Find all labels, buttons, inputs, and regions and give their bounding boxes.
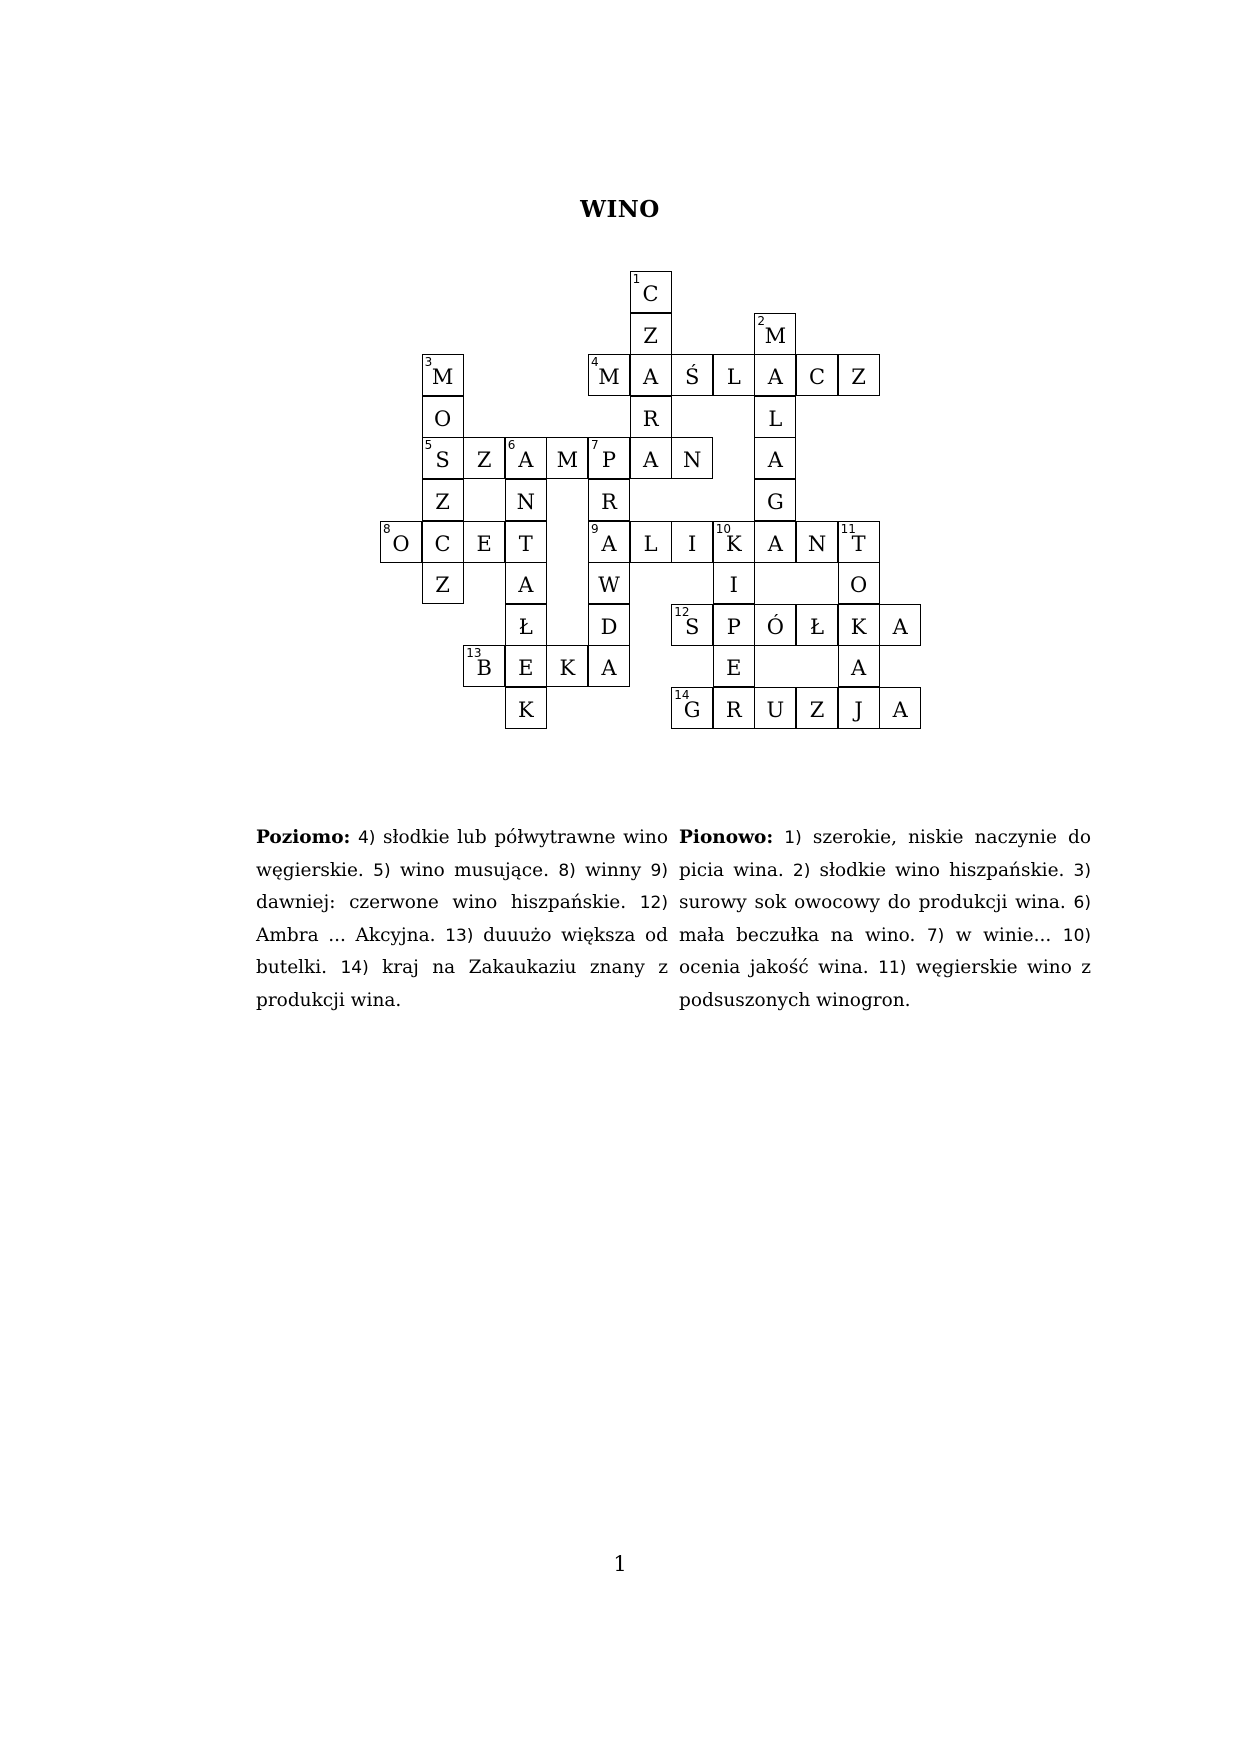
clue-text: kraj na Zakaukaziu znany z produkcji wina. xyxy=(256,957,668,1011)
crossword-cell xyxy=(754,687,796,729)
cell-letter: P xyxy=(601,448,617,473)
clue-number: 13 xyxy=(466,646,482,661)
crossword-cell xyxy=(713,521,755,563)
crossword-cell xyxy=(754,604,796,646)
crossword-cell xyxy=(671,604,713,646)
cell-letter: D xyxy=(600,614,618,639)
cell-letter: U xyxy=(766,698,785,722)
cell-letter: T xyxy=(518,531,533,556)
clue-num: 11) xyxy=(878,958,907,978)
cell-letter: M xyxy=(431,365,454,390)
down-clues xyxy=(679,822,1091,1017)
cell-letter: A xyxy=(767,365,783,390)
crossword-grid xyxy=(0,0,1240,760)
cell-letter: G xyxy=(767,490,784,514)
cell-letter: O xyxy=(849,573,868,598)
cell-letter: R xyxy=(601,490,617,514)
cell-letter: Ś xyxy=(684,365,700,390)
crossword-cell xyxy=(588,479,630,521)
cell-letter: Z xyxy=(643,323,658,348)
cell-letter: N xyxy=(516,490,535,514)
across-clue-list xyxy=(256,827,668,1011)
clue-text: duuużo większa od butelki. xyxy=(256,924,668,978)
clue-text: w winie... xyxy=(944,924,1063,946)
crossword-cell xyxy=(380,521,422,563)
cell-letter: N xyxy=(683,448,702,473)
crossword-cell xyxy=(838,562,880,604)
crossword-cell xyxy=(505,521,547,563)
cell-letter: O xyxy=(433,406,452,431)
clue-text: słodkie wino hiszpańskie. xyxy=(810,859,1074,881)
crossword-cell xyxy=(505,687,547,729)
crossword-cell xyxy=(838,687,880,729)
crossword-cell xyxy=(588,437,630,479)
crossword-cell xyxy=(754,396,796,438)
cell-letter: Z xyxy=(851,365,866,390)
crossword-cell xyxy=(588,604,630,646)
cell-letter: B xyxy=(476,656,492,681)
cell-letter: I xyxy=(729,573,738,598)
cell-letter: A xyxy=(767,448,783,473)
clue-text: szerokie, niskie naczynie do picia wina. xyxy=(679,827,1091,881)
crossword-cell xyxy=(630,521,672,563)
cell-letter: Ł xyxy=(518,614,533,639)
crossword-cell xyxy=(754,313,796,355)
clue-num: 8) xyxy=(558,860,576,881)
cell-letter: A xyxy=(601,531,617,556)
crossword-cell xyxy=(505,562,547,604)
crossword-cell xyxy=(713,562,755,604)
crossword-cell xyxy=(713,604,755,646)
cell-letter: Z xyxy=(476,448,492,473)
crossword-cell xyxy=(505,437,547,479)
cell-letter: K xyxy=(850,614,867,639)
crossword-cell xyxy=(713,687,755,729)
crossword-cell xyxy=(838,645,880,687)
crossword-cell xyxy=(588,521,630,563)
clue-num: 5) xyxy=(373,860,391,881)
crossword-cell xyxy=(463,645,505,687)
cell-letter: E xyxy=(726,656,742,681)
cell-letter: P xyxy=(726,614,741,639)
cell-letter: C xyxy=(808,365,826,390)
crossword-cell xyxy=(588,645,630,687)
page-number: 1 xyxy=(613,1552,627,1576)
cell-letter: K xyxy=(517,698,534,722)
cell-letter: L xyxy=(643,531,658,556)
crossword-cell xyxy=(796,687,838,729)
across-clues xyxy=(256,822,668,1017)
cell-letter: S xyxy=(684,614,700,639)
clue-number: 8 xyxy=(383,521,391,536)
cell-letter: A xyxy=(601,656,617,681)
cell-letter: Z xyxy=(435,490,450,514)
cell-letter: A xyxy=(892,698,908,722)
crossword-cell xyxy=(796,604,838,646)
crossword-cell xyxy=(754,521,796,563)
crossword-cell xyxy=(422,562,464,604)
cell-letter: O xyxy=(392,531,410,556)
clue-number: 12 xyxy=(674,604,690,619)
cell-letter: A xyxy=(643,365,659,390)
crossword-cell xyxy=(796,521,838,563)
crossword-cell xyxy=(838,354,880,396)
clue-number: 5 xyxy=(424,438,433,453)
cell-letter: A xyxy=(518,573,534,598)
crossword-cell xyxy=(754,354,796,396)
crossword-cell xyxy=(671,437,713,479)
crossword-cell xyxy=(422,354,464,396)
crossword-cell xyxy=(630,313,672,355)
crossword-cell xyxy=(463,437,505,479)
crossword-cell xyxy=(630,437,672,479)
crossword-cell xyxy=(754,479,796,521)
cell-letter: R xyxy=(642,406,659,431)
clue-number: 2 xyxy=(757,313,766,328)
clue-number: 14 xyxy=(674,688,690,702)
clue-num: 1) xyxy=(784,828,802,848)
crossword-cell xyxy=(671,521,713,563)
clue-num: 2) xyxy=(792,860,811,881)
clue-num: 4) xyxy=(357,828,376,848)
clue-num: 10) xyxy=(1062,925,1092,946)
down-heading: Pionowo: xyxy=(679,827,774,848)
clue-num: 7) xyxy=(926,925,945,946)
crossword-cell xyxy=(671,687,713,729)
clue-text: słodkie lub półwytrawne wino węgierskie. xyxy=(256,827,668,881)
cell-letter: I xyxy=(688,531,697,556)
cell-letter: A xyxy=(851,656,867,681)
cell-letter: T xyxy=(851,531,866,556)
crossword-cell xyxy=(671,354,713,396)
crossword-cell xyxy=(546,437,588,479)
crossword-cell xyxy=(630,354,672,396)
crossword-cell xyxy=(838,521,880,563)
crossword-cell xyxy=(422,437,464,479)
cell-letter: Ó xyxy=(766,614,784,639)
crossword-cell xyxy=(505,479,547,521)
crossword-cell xyxy=(838,604,880,646)
crossword-cell xyxy=(630,396,672,438)
crossword-cell xyxy=(505,645,547,687)
cell-letter: G xyxy=(683,698,701,722)
crossword-cell xyxy=(713,645,755,687)
clue-num: 6) xyxy=(1073,893,1091,913)
clue-number: 9 xyxy=(591,521,599,536)
clue-num: 9) xyxy=(650,860,668,881)
cell-letter: J xyxy=(854,698,863,722)
cell-letter: C xyxy=(642,282,659,306)
clue-text: surowy sok owocowy do produkcji wina. xyxy=(679,892,1074,913)
cell-letter: W xyxy=(598,573,620,598)
clue-text: mała beczułka na wino. xyxy=(679,924,927,946)
clue-text: winny xyxy=(575,859,651,881)
crossword-cell xyxy=(546,645,588,687)
cell-letter: A xyxy=(518,448,534,473)
cell-letter: C xyxy=(434,531,451,556)
crossword-cell xyxy=(796,354,838,396)
clue-num: 3) xyxy=(1073,860,1091,881)
clue-number: 6 xyxy=(507,438,516,453)
clue-text: Ambra ... Akcyjna. xyxy=(256,924,446,946)
cell-letter: E xyxy=(518,656,534,681)
clue-num: 12) xyxy=(639,893,668,913)
crossword-cell xyxy=(754,437,796,479)
cell-letter: M xyxy=(556,448,579,473)
crossword-cell xyxy=(630,271,672,313)
cell-letter: S xyxy=(435,448,450,473)
cell-letter: M xyxy=(764,323,787,348)
cell-letter: M xyxy=(598,365,620,390)
clue-number: 10 xyxy=(715,521,732,536)
crossword-cell xyxy=(879,604,921,646)
cell-letter: L xyxy=(726,365,741,390)
crossword-cell xyxy=(422,479,464,521)
cell-letter: L xyxy=(768,406,783,431)
clue-number: 7 xyxy=(591,438,599,453)
clue-number: 1 xyxy=(632,272,641,286)
cell-letter: N xyxy=(807,531,827,556)
puzzle-title: WINO xyxy=(580,196,660,223)
crossword-cell xyxy=(422,396,464,438)
crossword-cell xyxy=(588,354,630,396)
clue-num: 14) xyxy=(340,958,369,978)
clue-text: węgierskie wino z podsuszonych winogron. xyxy=(679,957,1091,1011)
cell-letter: Z xyxy=(435,573,450,598)
clue-text: wino musujące. xyxy=(390,859,559,881)
crossword-cell xyxy=(463,521,505,563)
crossword-cell xyxy=(713,354,755,396)
cell-letter: Ł xyxy=(809,614,825,639)
clue-num: 13) xyxy=(445,925,474,946)
cell-letter: K xyxy=(725,531,742,556)
crossword-cell xyxy=(879,687,921,729)
cell-letter: K xyxy=(559,656,576,681)
clue-number: 3 xyxy=(424,355,433,370)
cell-letter: A xyxy=(892,614,908,639)
across-heading: Poziomo: xyxy=(256,827,351,848)
clue-number: 11 xyxy=(840,521,856,536)
cell-letter: A xyxy=(767,531,783,556)
cell-letter: E xyxy=(476,531,492,556)
cell-letter: R xyxy=(725,698,742,722)
clue-text: ocenia jakość wina. xyxy=(679,957,879,978)
clue-number: 4 xyxy=(591,355,599,370)
down-clue-list xyxy=(679,827,1091,1011)
clue-text: dawniej: czerwone wino hiszpańskie. xyxy=(256,892,640,913)
cell-letter: Z xyxy=(809,698,825,722)
cell-letter: A xyxy=(643,448,659,473)
crossword-cell xyxy=(505,604,547,646)
crossword-cell xyxy=(422,521,464,563)
crossword-cell xyxy=(588,562,630,604)
